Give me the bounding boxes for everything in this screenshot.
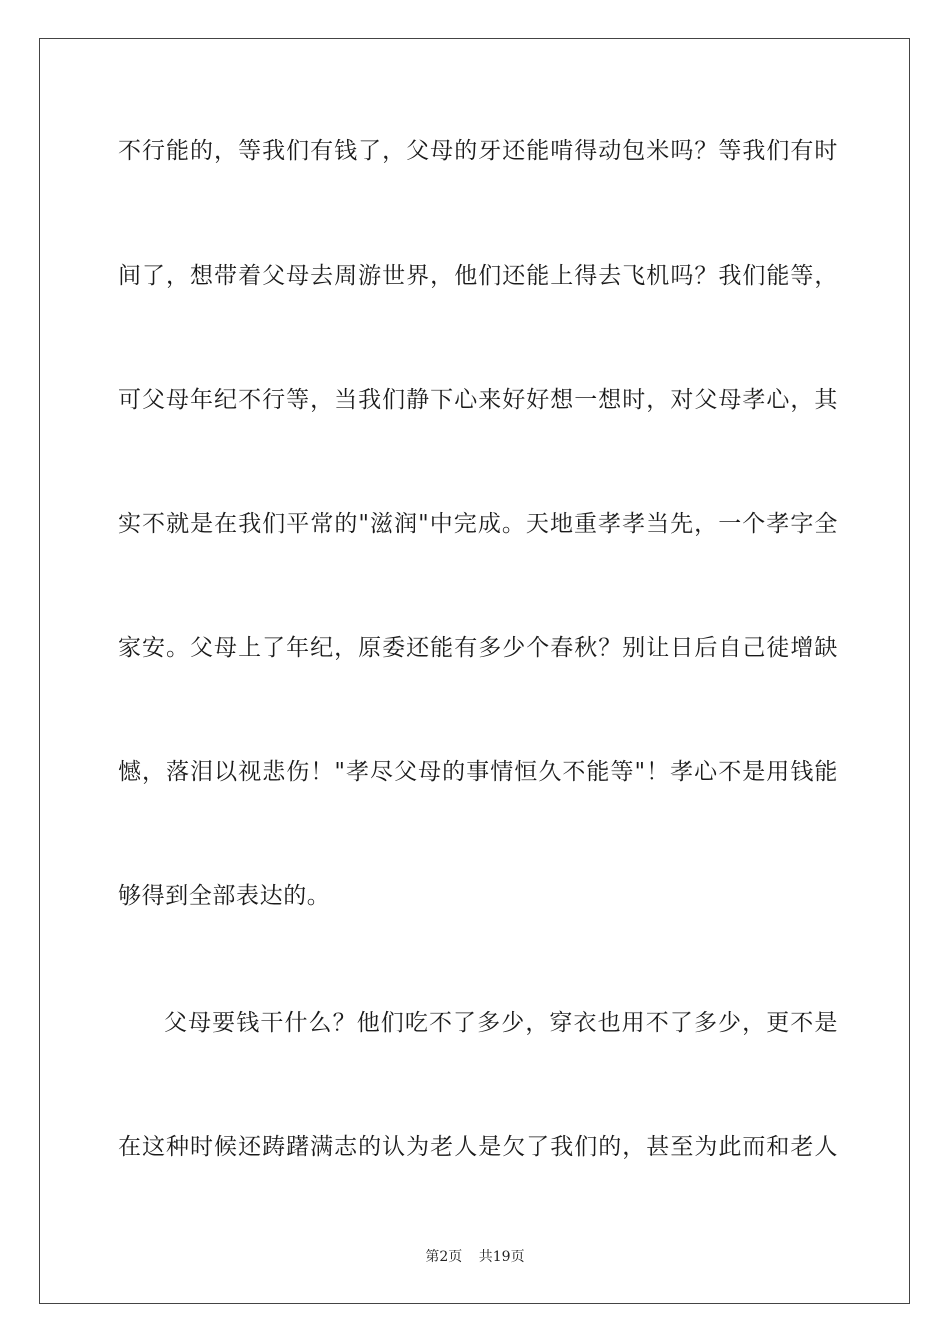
paragraph-line-9: 在这种时候还踌躇满志的认为老人是欠了我们的，甚至为此而和老人 <box>118 1134 838 1160</box>
paragraph-line-6: 憾，落泪以视悲伤！"孝尽父母的事情恒久不能等"！孝心不是用钱能 <box>118 759 838 785</box>
paragraph-line-7: 够得到全部表达的。 <box>118 883 331 909</box>
paragraph-line-8: 父母要钱干什么？他们吃不了多少，穿衣也用不了多少，更不是 <box>164 1010 838 1036</box>
page-number-current: 第2页 <box>425 1249 463 1265</box>
paragraph-line-2: 间了，想带着父母去周游世界，他们还能上得去飞机吗？我们能等， <box>118 263 838 289</box>
paragraph-line-4: 实不就是在我们平常的"滋润"中完成。天地重孝孝当先，一个孝字全 <box>118 511 838 537</box>
page-frame <box>39 38 910 1304</box>
page-number-total: 共19页 <box>478 1249 525 1265</box>
paragraph-line-1: 不行能的，等我们有钱了，父母的牙还能啃得动包米吗？等我们有时 <box>118 138 838 164</box>
paragraph-line-3: 可父母年纪不行等，当我们静下心来好好想一想时，对父母孝心，其 <box>118 387 838 413</box>
paragraph-line-5: 家安。父母上了年纪，原委还能有多少个春秋？别让日后自己徒增缺 <box>118 635 838 661</box>
page-footer <box>0 1248 950 1266</box>
